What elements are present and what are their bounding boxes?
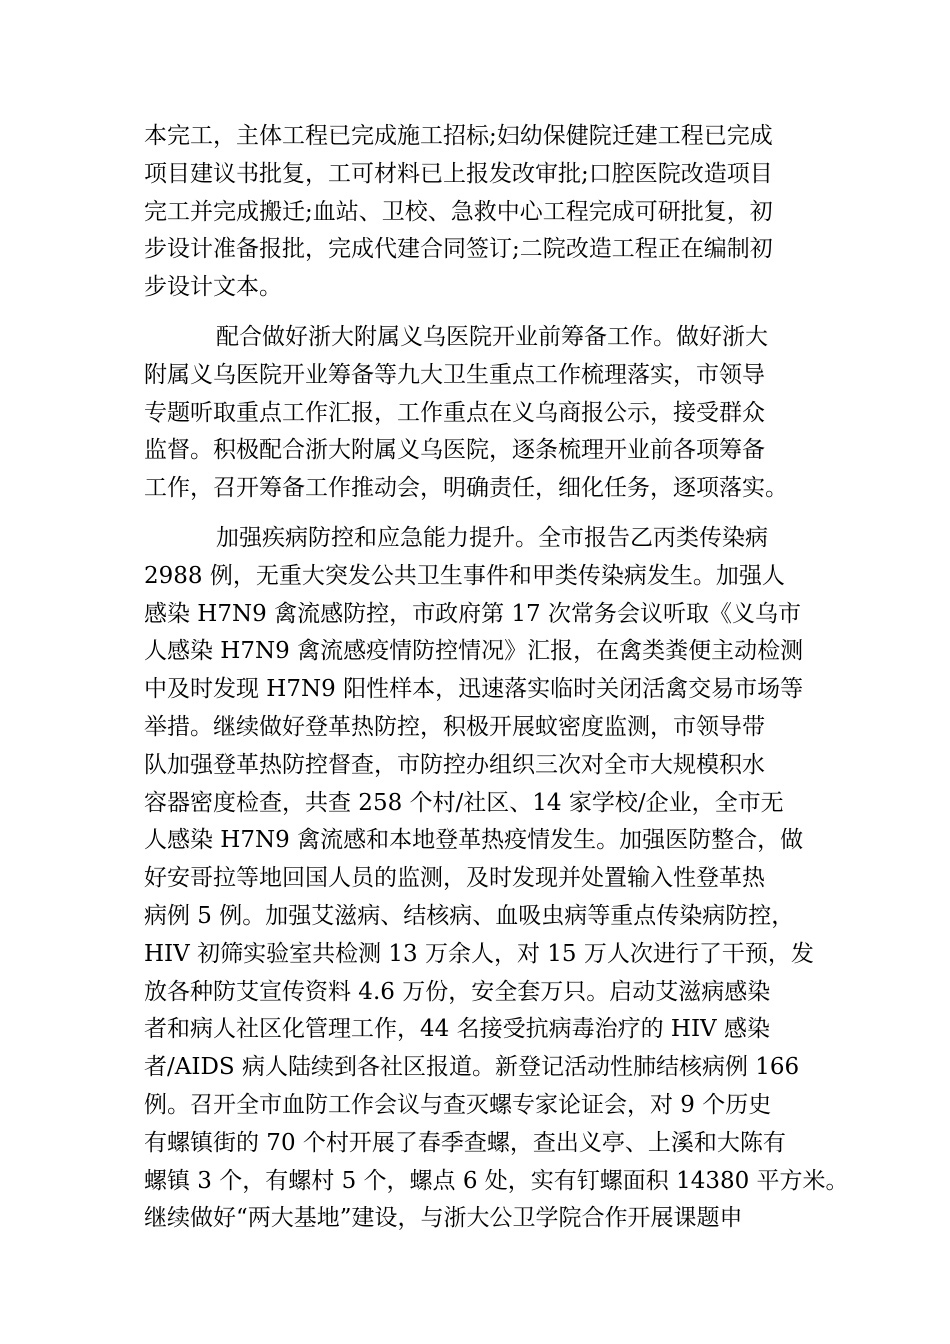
text-line: 工作，召开筹备工作推动会，明确责任，细化任务，逐项落实。 <box>144 475 788 502</box>
text-line: 人感染 H7N9 禽流感疫情防控情况》汇报，在禽类粪便主动检测 <box>144 638 804 665</box>
text-line: 完工并完成搬迁;血站、卫校、急救中心工程完成可研批复，初 <box>144 198 773 225</box>
text-line: 监督。积极配合浙大附属义乌医院，逐条梳理开业前各项筹备 <box>144 437 765 464</box>
text-line: 者和病人社区化管理工作，44 名接受抗病毒治疗的 HIV 感染 <box>144 1016 770 1043</box>
paragraph-disease-control <box>144 520 849 1238</box>
text-line: 步设计文本。 <box>144 274 282 301</box>
text-line: HIV 初筛实验室共检测 13 万余人，对 15 万人次进行了干预，发 <box>144 940 814 967</box>
text-line: 项目建议书批复，工可材料已上报发改审批;口腔医院改造项目 <box>144 160 773 187</box>
paragraph-hospital-preparation <box>144 319 810 508</box>
text-line: 者/AIDS 病人陆续到各社区报道。新登记活动性肺结核病例 166 <box>144 1054 800 1081</box>
text-line: 专题听取重点工作汇报，工作重点在义乌商报公示，接受群众 <box>144 399 765 426</box>
text-line: 队加强登革热防控督查，市防控办组织三次对全市大规模积水 <box>144 751 765 778</box>
text-line: 感染 H7N9 禽流感防控，市政府第 17 次常务会议听取《义乌市 <box>144 600 801 627</box>
text-line: 螺镇 3 个，有螺村 5 个，螺点 6 处，实有钉螺面积 14380 平方米。 <box>144 1167 849 1194</box>
text-line: 中及时发现 H7N9 阳性样本，迅速落实临时关闭活禽交易市场等 <box>144 676 804 703</box>
text-line: 好安哥拉等地回国人员的监测，及时发现并处置输入性登革热 <box>144 865 765 892</box>
text-line: 人感染 H7N9 禽流感和本地登革热疫情发生。加强医防整合，做 <box>144 827 804 854</box>
text-line: 配合做好浙大附属义乌医院开业前筹备工作。做好浙大 <box>216 323 768 350</box>
text-line: 加强疾病防控和应急能力提升。全市报告乙丙类传染病 <box>216 524 768 551</box>
document-body <box>144 118 849 1238</box>
text-line: 步设计准备报批，完成代建合同签订;二院改造工程正在编制初 <box>144 236 773 263</box>
text-line: 附属义乌医院开业筹备等九大卫生重点工作梳理落实，市领导 <box>144 361 765 388</box>
text-line: 2988 例，无重大突发公共卫生事件和甲类传染病发生。加强人 <box>144 562 785 589</box>
text-line: 病例 5 例。加强艾滋病、结核病、血吸虫病等重点传染病防控， <box>144 902 795 929</box>
text-line: 本完工，主体工程已完成施工招标;妇幼保健院迁建工程已完成 <box>144 123 773 149</box>
text-line: 容器密度检查，共查 258 个村/社区、14 家学校/企业，全市无 <box>144 789 784 816</box>
text-line: 放各种防艾宣传资料 4.6 万份，安全套万只。启动艾滋病感染 <box>144 978 771 1005</box>
text-line: 举措。继续做好登革热防控，积极开展蚊密度监测，市领导带 <box>144 713 765 740</box>
text-line: 例。召开全市血防工作会议与查灭螺专家论证会，对 9 个历史 <box>144 1091 772 1118</box>
text-line: 继续做好“两大基地”建设，与浙大公卫学院合作开展课题申 <box>144 1205 743 1232</box>
paragraph-construction-progress <box>144 118 810 307</box>
text-line: 有螺镇街的 70 个村开展了春季查螺，查出义亭、上溪和大陈有 <box>144 1129 786 1156</box>
